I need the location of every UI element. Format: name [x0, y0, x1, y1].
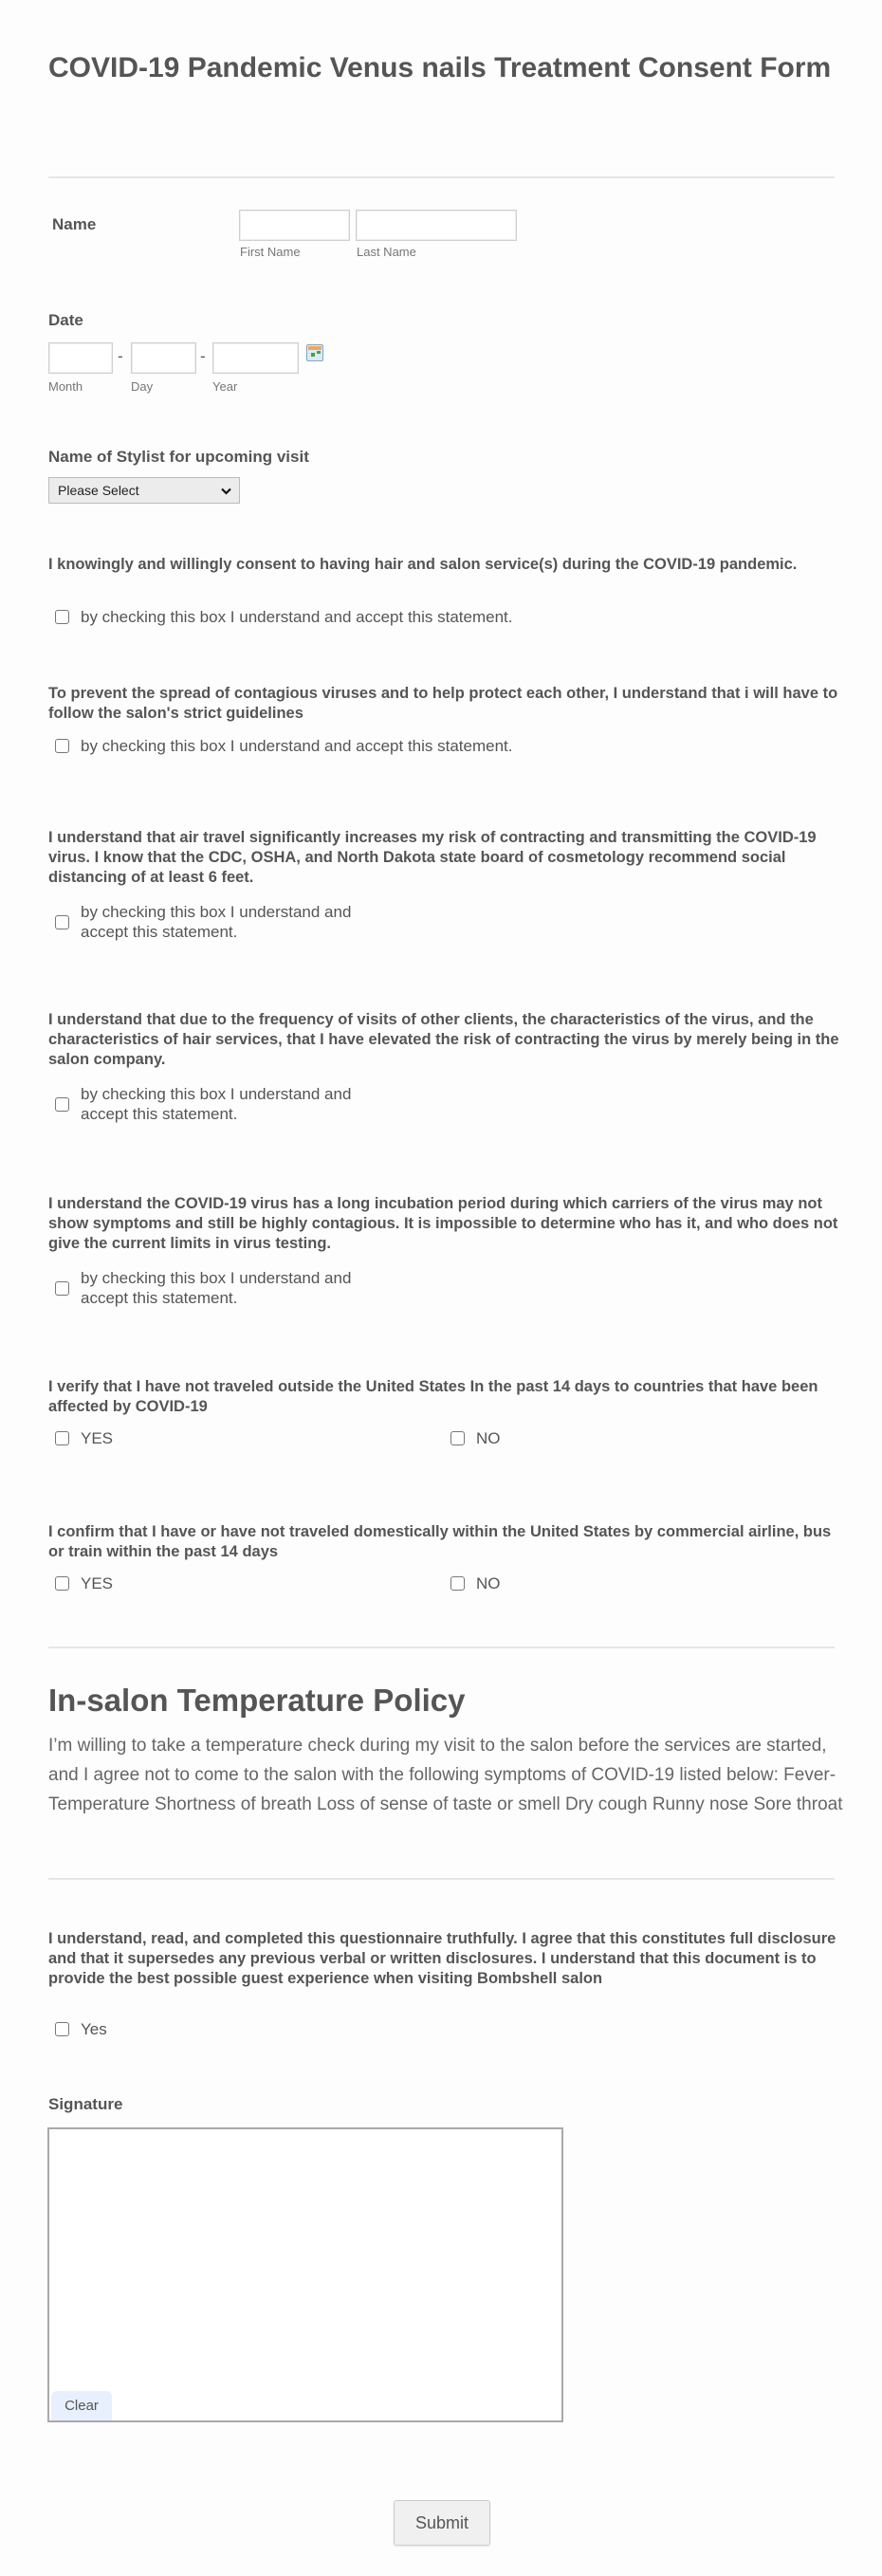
consent-question-1: I knowingly and willingly consent to having hair and salon service(s) during the COVID-19 pandemic. [48, 556, 798, 573]
day-input[interactable] [131, 342, 196, 374]
final-agreement-question: I understand, read, and completed this questionnaire truthfully. I agree that this constitutes full disclosure and that it supersedes any previous verbal or written disclosures. I understand that this document is to provide the best possible guest experience when visiting Bombshell salon [48, 1930, 836, 1987]
final-agreement-checkbox[interactable] [55, 2022, 69, 2036]
consent-question-3: I understand that air travel significantly increases my risk of contracting and transmitting the COVID-19 virus. I know that the CDC, OSHA, and North Dakota state board of cosmetology recommend social distancing of at least 6 feet. [48, 829, 817, 886]
section-divider [48, 1647, 835, 1648]
date-label: Date [48, 311, 83, 329]
travel-1-no-row[interactable] [450, 1428, 501, 1448]
consent-checkbox-row-4[interactable] [55, 1084, 403, 1124]
consent-option-label-1: by checking this box I understand and accept this statement. [81, 608, 513, 626]
consent-option-label-3: by checking this box I understand and accept this statement. [81, 903, 352, 941]
travel-2-yes-checkbox[interactable] [55, 1576, 69, 1591]
consent-checkbox-row-3[interactable] [55, 902, 403, 942]
travel-1-yes-row[interactable] [55, 1428, 113, 1448]
first-name-input[interactable] [239, 210, 350, 241]
consent-checkbox-1[interactable] [55, 610, 69, 624]
form-title: COVID-19 Pandemic Venus nails Treatment Consent Form [48, 52, 832, 83]
submit-button[interactable]: Submit [394, 2500, 490, 2546]
consent-option-label-2: by checking this box I understand and accept this statement. [81, 737, 513, 755]
month-input[interactable] [48, 342, 113, 374]
header-divider [48, 176, 835, 178]
month-sublabel: Month [48, 379, 83, 394]
year-input[interactable] [212, 342, 299, 374]
travel-1-no-label: NO [476, 1429, 501, 1447]
travel-2-no-row[interactable] [450, 1573, 501, 1593]
day-sublabel: Day [131, 379, 154, 394]
consent-checkbox-2[interactable] [55, 739, 69, 753]
clear-signature-button[interactable]: Clear [51, 2391, 112, 2420]
consent-checkbox-row-2[interactable] [55, 736, 513, 756]
stylist-select-value: Please Select [58, 483, 139, 498]
name-label: Name [52, 215, 97, 233]
signature-pad[interactable] [47, 2127, 563, 2422]
section-divider [48, 1878, 835, 1880]
consent-question-2: To prevent the spread of contagious viruses and to help protect each other, I understand that i will have to follow the salon's strict guidelines [48, 685, 838, 722]
final-agreement-row[interactable] [55, 2019, 107, 2039]
consent-question-5: I understand the COVID-19 virus has a long incubation period during which carriers of the virus may not show symptoms and still be highly contagious. It is impossible to determine who has it, and who does not give the current limits in virus testing. [48, 1195, 838, 1252]
consent-question-4: I understand that due to the frequency of visits of other clients, the characteristics of the virus, and the characteristics of hair services, that I have elevated the risk of contracting the virus by merely being in the salon company. [48, 1011, 839, 1068]
last-name-input[interactable] [356, 210, 517, 241]
consent-option-label-5: by checking this box I understand and accept this statement. [81, 1269, 352, 1307]
consent-checkbox-row-1[interactable] [55, 607, 513, 627]
last-name-sublabel: Last Name [357, 245, 416, 259]
consent-checkbox-4[interactable] [55, 1097, 69, 1112]
temperature-policy-heading: In-salon Temperature Policy [48, 1683, 466, 1718]
calendar-icon[interactable] [306, 344, 323, 361]
travel-2-no-label: NO [476, 1574, 501, 1592]
travel-2-yes-label: YES [81, 1574, 114, 1592]
year-sublabel: Year [212, 379, 238, 394]
travel-question-1: I verify that I have not traveled outside the United States In the past 14 days to countries that have been affected by COVID-19 [48, 1378, 818, 1415]
date-separator: - [118, 347, 123, 365]
chevron-down-icon [221, 483, 231, 498]
final-agreement-label: Yes [81, 2020, 107, 2038]
consent-checkbox-5[interactable] [55, 1281, 69, 1296]
date-separator: - [200, 347, 206, 365]
signature-label: Signature [48, 2095, 123, 2113]
first-name-sublabel: First Name [240, 245, 301, 259]
travel-1-yes-label: YES [81, 1429, 114, 1447]
consent-checkbox-3[interactable] [55, 915, 69, 929]
stylist-select[interactable] [48, 477, 240, 504]
travel-1-yes-checkbox[interactable] [55, 1431, 69, 1445]
travel-2-yes-row[interactable] [55, 1573, 113, 1593]
consent-checkbox-row-5[interactable] [55, 1268, 403, 1308]
travel-2-no-checkbox[interactable] [450, 1576, 465, 1591]
stylist-label: Name of Stylist for upcoming visit [48, 448, 309, 466]
temperature-policy-text: I’m willing to take a temperature check during my visit to the salon before the services are started, and I agree not to come to the salon with the following symptoms of COVID-19 listed below: Fever- Temperature Shortness of breath Loss of sense of taste or smell Dry cough Runny nose Sore throat [48, 1736, 843, 1814]
consent-option-label-4: by checking this box I understand and accept this statement. [81, 1085, 352, 1123]
travel-1-no-checkbox[interactable] [450, 1431, 465, 1445]
travel-question-2: I confirm that I have or have not traveled domestically within the United States by commercial airline, bus or train within the past 14 days [48, 1523, 832, 1560]
